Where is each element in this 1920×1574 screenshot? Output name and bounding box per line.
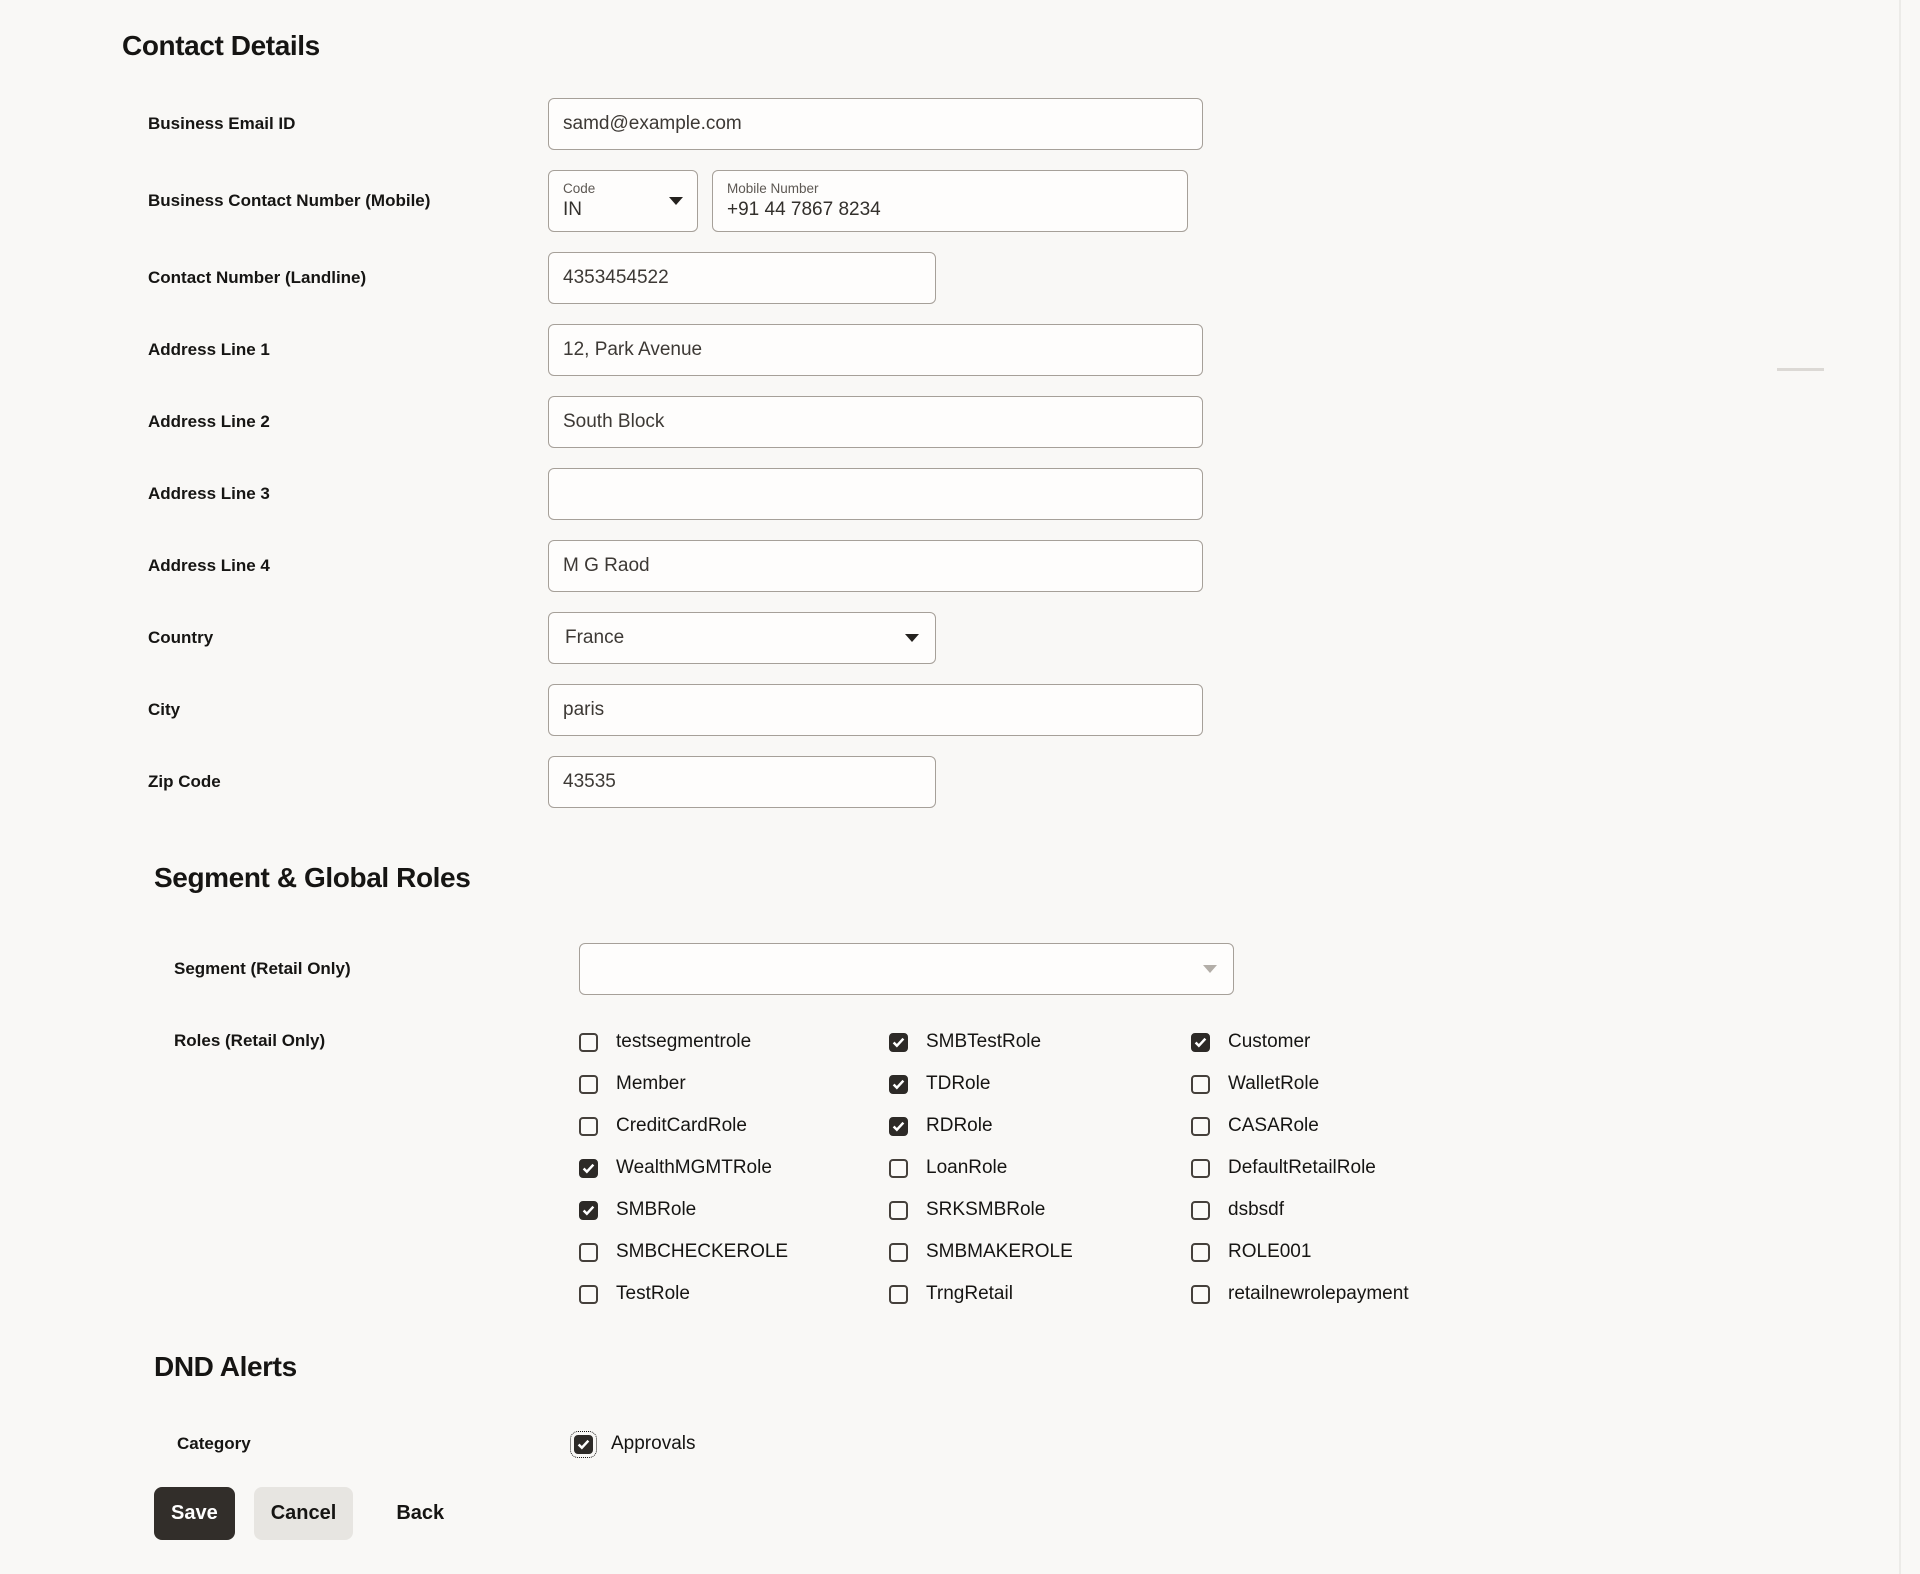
- checkbox-label: WealthMGMTRole: [616, 1157, 772, 1178]
- checkbox[interactable]: [1191, 1117, 1210, 1136]
- checkbox[interactable]: [579, 1117, 598, 1136]
- checkbox[interactable]: [889, 1075, 908, 1094]
- mobile-floating-label: Mobile Number: [727, 181, 819, 196]
- checkbox-label: testsegmentrole: [616, 1031, 752, 1052]
- back-button[interactable]: Back: [392, 1487, 448, 1540]
- zip-input[interactable]: [548, 756, 936, 808]
- check-icon: [582, 1205, 595, 1216]
- address2-label: Address Line 2: [148, 411, 270, 431]
- checkbox-item: [889, 1157, 1191, 1179]
- checkbox-label: DefaultRetailRole: [1228, 1157, 1376, 1178]
- category-label: Category: [177, 1433, 251, 1453]
- code-floating-label: Code: [563, 181, 596, 196]
- form-row-address1: [148, 324, 1920, 376]
- check-icon: [892, 1079, 905, 1090]
- checkbox-item: [889, 1031, 1191, 1053]
- form-row-zip: [148, 756, 1920, 808]
- checkbox-item: [889, 1199, 1191, 1221]
- checkbox-item: [889, 1283, 1191, 1305]
- form-row-country: [148, 612, 1920, 664]
- checkbox[interactable]: [579, 1285, 598, 1304]
- form-row-landline: [148, 252, 1920, 304]
- contact-details-title: Contact Details: [122, 30, 320, 61]
- checkbox-item: [579, 1115, 889, 1137]
- checkbox[interactable]: [579, 1033, 598, 1052]
- checkbox[interactable]: [579, 1243, 598, 1262]
- landline-input[interactable]: [548, 252, 936, 304]
- address4-input[interactable]: [548, 540, 1203, 592]
- address3-input[interactable]: [548, 468, 1203, 520]
- checkbox[interactable]: [579, 1201, 598, 1220]
- checkbox-label: SMBTestRole: [926, 1031, 1042, 1052]
- checkbox[interactable]: [574, 1435, 593, 1454]
- checkbox-item: [889, 1073, 1191, 1095]
- checkbox[interactable]: [889, 1201, 908, 1220]
- checkbox-label: RDRole: [926, 1115, 993, 1136]
- address4-label: Address Line 4: [148, 555, 270, 575]
- checkbox[interactable]: [1191, 1075, 1210, 1094]
- code-value: IN: [563, 199, 582, 220]
- address2-input[interactable]: [548, 396, 1203, 448]
- segment-label: Segment (Retail Only): [174, 958, 351, 978]
- roles-grid: [579, 1021, 1551, 1315]
- mobile-label: Business Contact Number (Mobile): [148, 190, 431, 210]
- checkbox-label: SMBMAKEROLE: [926, 1241, 1073, 1262]
- checkbox-label: CASARole: [1228, 1115, 1319, 1136]
- form-row-address4: [148, 540, 1920, 592]
- zip-label: Zip Code: [148, 771, 221, 791]
- cancel-button[interactable]: Cancel: [254, 1487, 354, 1540]
- country-label: Country: [148, 627, 214, 647]
- city-input[interactable]: [548, 684, 1203, 736]
- form-row-city: [148, 684, 1920, 736]
- checkbox-label: LoanRole: [926, 1157, 1008, 1178]
- checkbox[interactable]: [889, 1033, 908, 1052]
- checkbox[interactable]: [579, 1159, 598, 1178]
- checkbox[interactable]: [1191, 1159, 1210, 1178]
- form-row-address2: [148, 396, 1920, 448]
- form-row-roles: [174, 1021, 1920, 1315]
- checkbox-item: [889, 1241, 1191, 1263]
- checkbox-item: [1191, 1199, 1551, 1221]
- checkbox[interactable]: [1191, 1285, 1210, 1304]
- right-edge-divider: [1899, 0, 1901, 1574]
- checkbox-item: [1191, 1073, 1551, 1095]
- checkbox-item: [574, 1433, 884, 1455]
- segment-global-roles-title: Segment & Global Roles: [154, 862, 471, 893]
- checkbox-label: dsbsdf: [1228, 1199, 1284, 1220]
- checkbox-label: TrngRetail: [926, 1283, 1013, 1304]
- mobile-number-value: +91 44 7867 8234: [727, 199, 881, 220]
- chevron-down-icon: [1203, 965, 1217, 973]
- checkbox-label: SMBRole: [616, 1199, 697, 1220]
- checkbox[interactable]: [1191, 1243, 1210, 1262]
- checkbox[interactable]: [889, 1159, 908, 1178]
- chevron-down-icon: [669, 197, 683, 205]
- mobile-number-field[interactable]: [712, 170, 1188, 232]
- landline-label: Contact Number (Landline): [148, 267, 367, 287]
- checkbox-item: [579, 1157, 889, 1179]
- action-bar: [154, 1487, 1920, 1540]
- address3-label: Address Line 3: [148, 483, 270, 503]
- city-label: City: [148, 699, 181, 719]
- form-row-segment: [174, 943, 1920, 995]
- dnd-alerts-title: DND Alerts: [154, 1351, 297, 1382]
- checkbox-label: Customer: [1228, 1031, 1311, 1052]
- checkbox-label: ROLE001: [1228, 1241, 1312, 1262]
- roles-label: Roles (Retail Only): [174, 1031, 326, 1050]
- country-select[interactable]: [548, 612, 936, 664]
- country-value: France: [565, 627, 625, 648]
- business-email-label: Business Email ID: [148, 113, 296, 133]
- checkbox-item: [1191, 1115, 1551, 1137]
- checkbox-item: [579, 1241, 889, 1263]
- checkbox-item: [1191, 1241, 1551, 1263]
- divider-line: [1777, 368, 1824, 371]
- checkbox-item: [1191, 1283, 1551, 1305]
- check-icon: [892, 1037, 905, 1048]
- form-row-business-email: [148, 98, 1920, 150]
- form-row-mobile: [148, 170, 1920, 232]
- checkbox-item: [579, 1283, 889, 1305]
- contact-form: [0, 98, 1920, 808]
- chevron-down-icon: [905, 634, 919, 642]
- checkbox-label: Approvals: [611, 1433, 696, 1454]
- dnd-category-list: [574, 1433, 1546, 1455]
- form-row-category: [177, 1433, 1920, 1455]
- checkbox-label: WalletRole: [1228, 1073, 1320, 1094]
- checkbox[interactable]: [889, 1117, 908, 1136]
- checkbox[interactable]: [889, 1243, 908, 1262]
- checkbox[interactable]: [579, 1075, 598, 1094]
- checkbox-label: CreditCardRole: [616, 1115, 747, 1136]
- checkbox-label: TestRole: [616, 1283, 690, 1304]
- checkbox[interactable]: [889, 1285, 908, 1304]
- phone-group: [548, 170, 1188, 232]
- form-row-address3: [148, 468, 1920, 520]
- save-button[interactable]: Save: [154, 1487, 235, 1540]
- checkbox-label: Member: [616, 1073, 686, 1094]
- checkbox-item: [579, 1031, 889, 1053]
- business-email-input[interactable]: [548, 98, 1203, 150]
- checkbox-label: retailnewrolepayment: [1228, 1283, 1409, 1304]
- check-icon: [1194, 1037, 1207, 1048]
- checkbox-item: [579, 1199, 889, 1221]
- checkbox-item: [889, 1115, 1191, 1137]
- checkbox-label: SMBCHECKEROLE: [616, 1241, 789, 1262]
- checkbox-label: TDRole: [926, 1073, 991, 1094]
- checkbox[interactable]: [1191, 1033, 1210, 1052]
- checkbox-item: [1191, 1031, 1551, 1053]
- check-icon: [892, 1121, 905, 1132]
- address1-input[interactable]: [548, 324, 1203, 376]
- country-code-select[interactable]: [548, 170, 698, 232]
- address1-label: Address Line 1: [148, 339, 270, 359]
- check-icon: [577, 1439, 590, 1450]
- segment-select[interactable]: [579, 943, 1234, 995]
- checkbox-label: SRKSMBRole: [926, 1199, 1046, 1220]
- checkbox-item: [579, 1073, 889, 1095]
- checkbox-item: [1191, 1157, 1551, 1179]
- checkbox[interactable]: [1191, 1201, 1210, 1220]
- check-icon: [582, 1163, 595, 1174]
